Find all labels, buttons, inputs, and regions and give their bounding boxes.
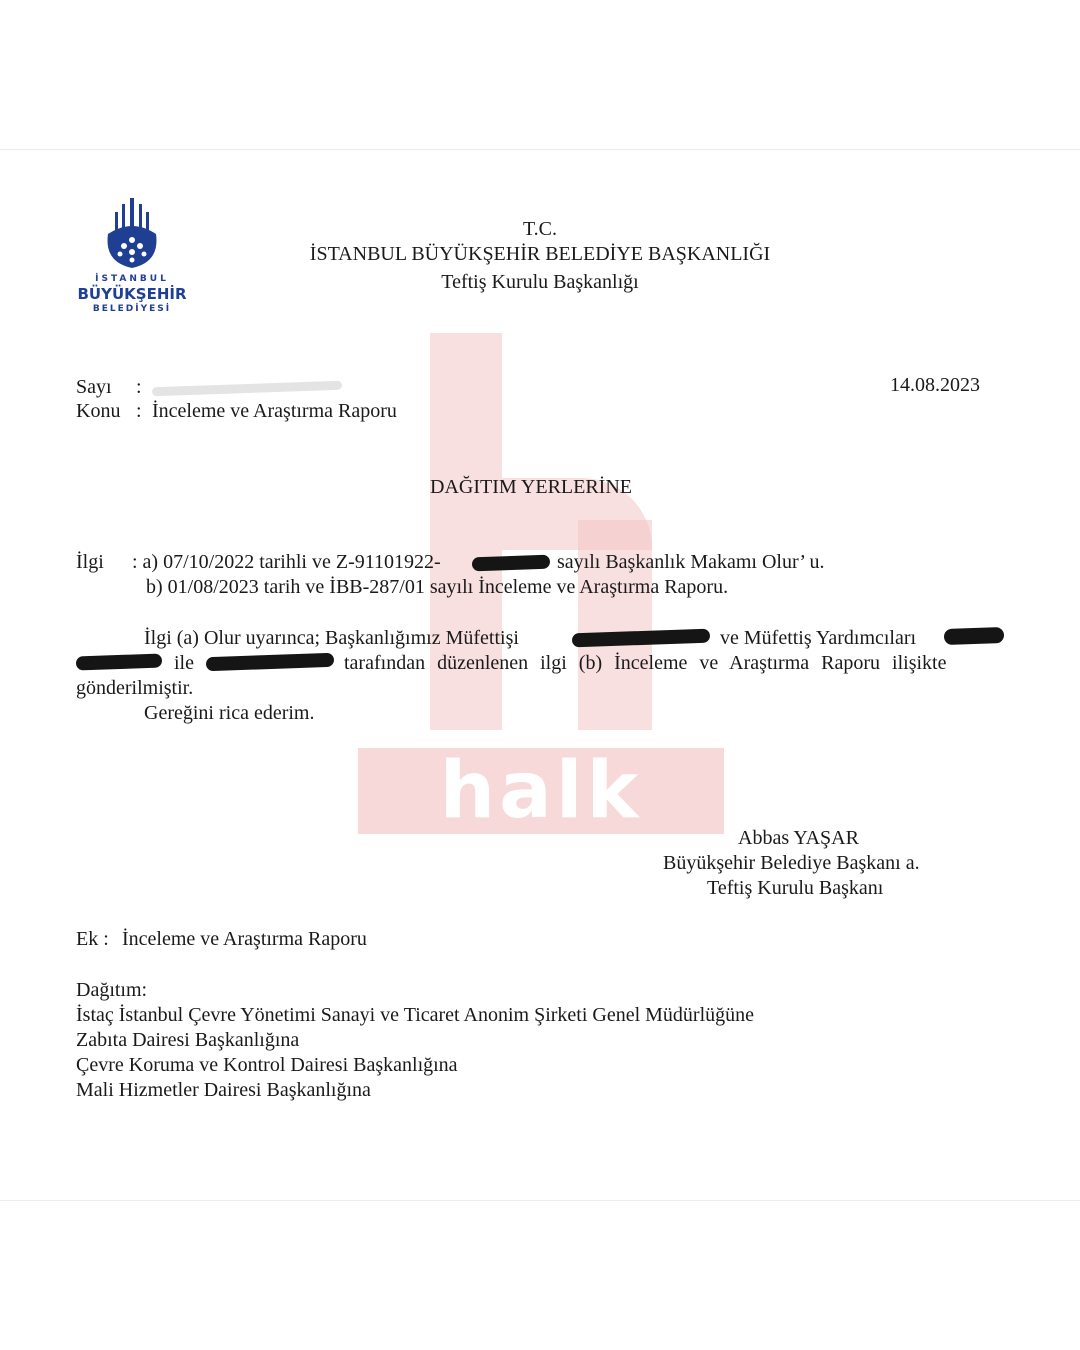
logo-text-belediyesi: BELEDİYESİ [92,304,172,314]
body-line2-text [344,651,990,676]
ek-label: Ek : [76,928,109,950]
body-line2-ile: ile [174,652,194,674]
assistant-name-redaction-1 [944,627,1005,645]
body-line3: gönderilmiştir. [76,677,194,699]
signature-title1: Büyükşehir Belediye Başkanı a. [663,852,920,874]
ilgi-a-redaction [472,555,550,572]
ilgi-b: b) 01/08/2023 tarih ve İBB-287/01 sayılı İnceleme ve Araştırma Raporu. [146,576,729,598]
ilgi-a-suffix: sayılı Başkanlık Makamı Olur’ u. [557,551,825,573]
ek-value: İnceleme ve Araştırma Raporu [122,928,367,950]
logo-text-buyuksehir: BÜYÜKŞEHİR [77,285,187,303]
recipient-title: DAĞITIM YERLERİNE [430,476,633,498]
ilgi-label: İlgi [76,551,104,573]
body-line1-start: İlgi (a) Olur uyarınca; Başkanlığımız Müfettişi [144,627,519,649]
konu-value: İnceleme ve Araştırma Raporu [152,400,397,422]
distribution-item: Mali Hizmetler Dairesi Başkanlığına [76,1079,371,1101]
konu-label: Konu [76,400,121,422]
document-date: 14.08.2023 [890,374,980,396]
distribution-item: İstaç İstanbul Çevre Yönetimi Sanayi ve Ticaret Anonim Şirketi Genel Müdürlüğüne [76,1004,755,1026]
distribution-label: Dağıtım: [76,979,148,1001]
header-institution: İSTANBUL BÜYÜKŞEHİR BELEDİYE BAŞKANLIĞI [309,243,771,265]
header-department: Teftiş Kurulu Başkanlığı [441,271,639,293]
distribution-item: Çevre Koruma ve Kontrol Dairesi Başkanlığına [76,1054,458,1076]
distribution-item: Zabıta Dairesi Başkanlığına [76,1029,300,1051]
body-line1-end: ve Müfettiş Yardımcıları [720,627,917,649]
sayi-colon: : [136,376,142,398]
watermark-text: halk [439,746,643,836]
signature-name: Abbas YAŞAR [738,827,859,849]
body-line2-end [344,651,990,676]
body-closing: Gereğini rica ederim. [144,702,315,724]
signature-title2: Teftiş Kurulu Başkanı [707,877,884,899]
assistant-name-redaction-2 [76,654,162,671]
body-line2-content: tarafından düzenlenen ilgi (b) İnceleme ve Araştırma Raporu ilişikte [344,652,947,674]
logo-text-istanbul: İSTANBUL [95,274,169,284]
sayi-label: Sayı [76,376,112,398]
ilgi-a-prefix: : a) 07/10/2022 tarihli ve Z-91101922- [132,551,441,573]
header-tc: T.C. [522,218,558,240]
konu-colon: : [136,400,142,422]
